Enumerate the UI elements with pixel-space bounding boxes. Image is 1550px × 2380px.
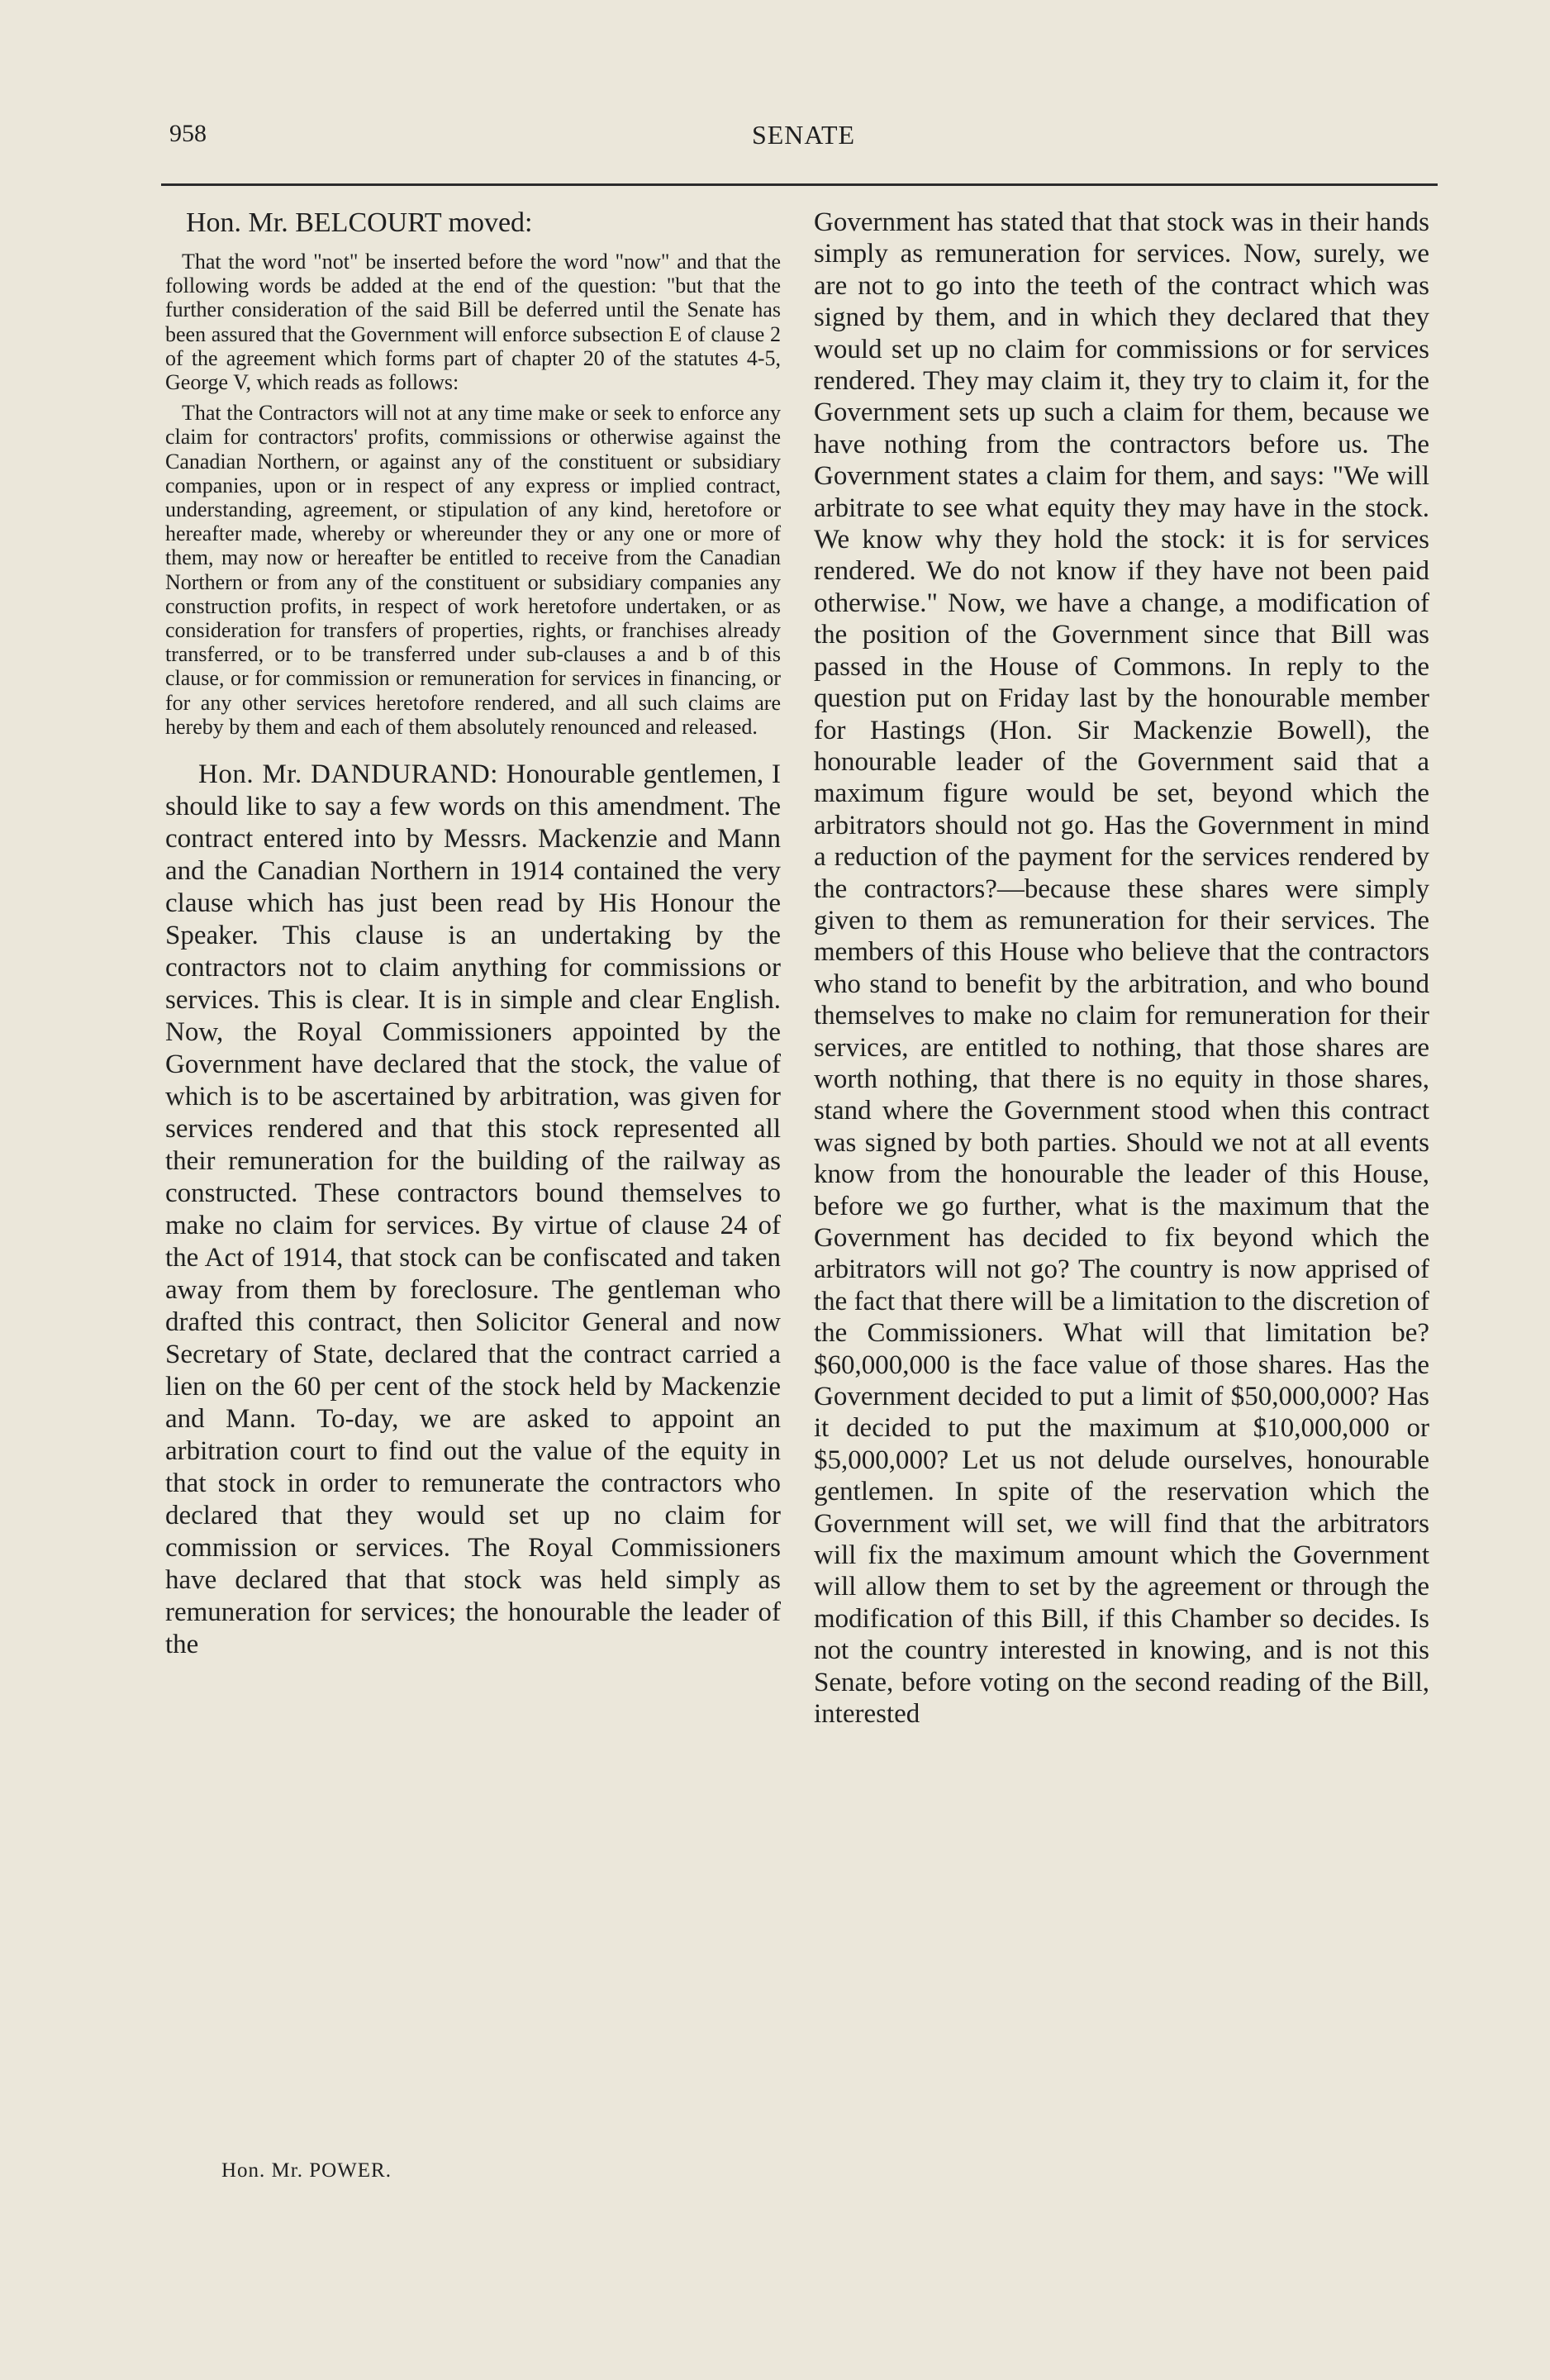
speech-continuation: Government has stated that that stock was in their hands simply as remuneration for services. Now, surely, we are not to go into the teeth of the contract which was signed by them, and in which they declared that they would set up no claim for commissions or for services rendered. They may claim it, they try to claim it, for the Government sets up such a claim for them, because we have nothing from the contractors before us. The Government states a claim for them, and says: "We will arbitrate to see what equity they may have in the stock. We know why they hold the stock: it is for services rendered. We do not know if they have not been paid otherwise." Now, we have a change, a modification of the position of the Government since that Bill was passed in the House of Commons. In reply to the question put on Friday last by the honourable member for Hastings (Hon. Sir Mackenzie Bowell), the honourable leader of the Government said that a maximum figure would be set, beyond which the arbitrators should not go. Has the Government in mind a reduction of the payment for the services rendered by the contractors?—because these shares were simply given to them as remuneration for their services. The members of this House who believe that the contractors who stand to benefit by the arbitration, and who bound themselves to make no claim for remuneration for their services, are entitled to nothing, that those shares are worth nothing, that there is no equity in those shares, stand where the Government stood when this contract was signed by both parties. Should we not at all events know from the honourable the leader of this House, before we go further, what is the maximum that the Government has decided to fix beyond which the arbitrators will not go? The country is now apprised of the fact that there will be a limitation to the discretion of the Commissioners. What will that limitation be? $60,000,000 is the face value of those shares. Has the Government decided to put a limit of $50,000,000? Has it decided to put the maximum at $10,000,000 or $5,000,000? Let us not delude ourselves, honourable gentlemen. In spite of the reservation which the Government will set, we will find that the arbitrators will fix the maximum amount which the Government will allow them to set by the agreement or through the modification of this Bill, if this Chamber so decides. Is not the country interested in knowing, and is not this Senate, before voting on the second reading of the Bill, interested: [814, 207, 1430, 1730]
speaker-name: Hon. Mr. DANDURAND:: [198, 759, 498, 790]
running-head: SENATE: [751, 120, 856, 150]
footer-catchword: Hon. Mr. POWER.: [221, 2159, 392, 2182]
page-number: 958: [169, 120, 207, 147]
page-header: [169, 120, 1438, 153]
speech-text: Honourable gentlemen, I should like to say a few words on this amendment. The contract entered into by Messrs. Mackenzie and Mann and the Canadian Northern in 1914 contained the very clause which has just been read by His Honour the Speaker. This clause is an undertaking by the contractors not to claim anything for commissions or services. This is clear. It is in simple and clear English. Now, the Royal Commissioners appointed by the Government have declared that the stock, the value of which is to be ascertained by arbitration, was given for services rendered and that this stock represented all their remuneration for the building of the railway as constructed. These contractors bound themselves to make no claim for services. By virtue of clause 24 of the Act of 1914, that stock can be confiscated and taken away from them by foreclosure. The gentleman who drafted this contract, then Solicitor General and now Secretary of State, declared that the contract carried a lien on the 60 per cent of the stock held by Mackenzie and Mann. To-day, we are asked to appoint an arbitration court to find out the value of the equity in that stock in order to remunerate the contractors who declared that they would set up no claim for commission or services. The Royal Commissioners have declared that that stock was held simply as remuneration for services; the honourable the leader of the: [165, 759, 782, 1660]
motion-text: That the word "not" be inserted before the word "now" and that the following words be added at the end of the question: "but that the further consideration of the said Bill be deferred until the Senate has been assured that the Government will enforce subsection E of clause 2 of the agreement which forms part of chapter 20 of the statutes 4-5, George V, which reads as follows:: [165, 250, 781, 395]
speech-paragraph: [165, 759, 781, 1661]
motion-heading: Hon. Mr. BELCOURT moved:: [186, 207, 533, 238]
quoted-clause: That the Contractors will not at any time make or seek to enforce any claim for contractors' profits, commissions or otherwise against the Canadian Northern, or against any of the constituent or subsidiary companies, upon or in respect of any express or implied contract, understanding, agreement, or stipulation of any kind, heretofore or hereafter made, whereby or whereunder they or any one or more of them, may now or hereafter be entitled to receive from the Canadian Northern or from any of the constituent or subsidiary companies any construction profits, in respect of work heretofore undertaken, or as consideration for transfers of properties, rights, or franchises already transferred, or to be transferred under sub-clauses a and b of this clause, or for commission or remuneration for services in financing, or for any other services heretofore rendered, and all such claims are hereby by them and each of them absolutely renounced and released.: [165, 401, 781, 739]
right-column: [814, 207, 1429, 1730]
header-rule: [161, 183, 1438, 186]
left-column: [165, 207, 781, 1661]
